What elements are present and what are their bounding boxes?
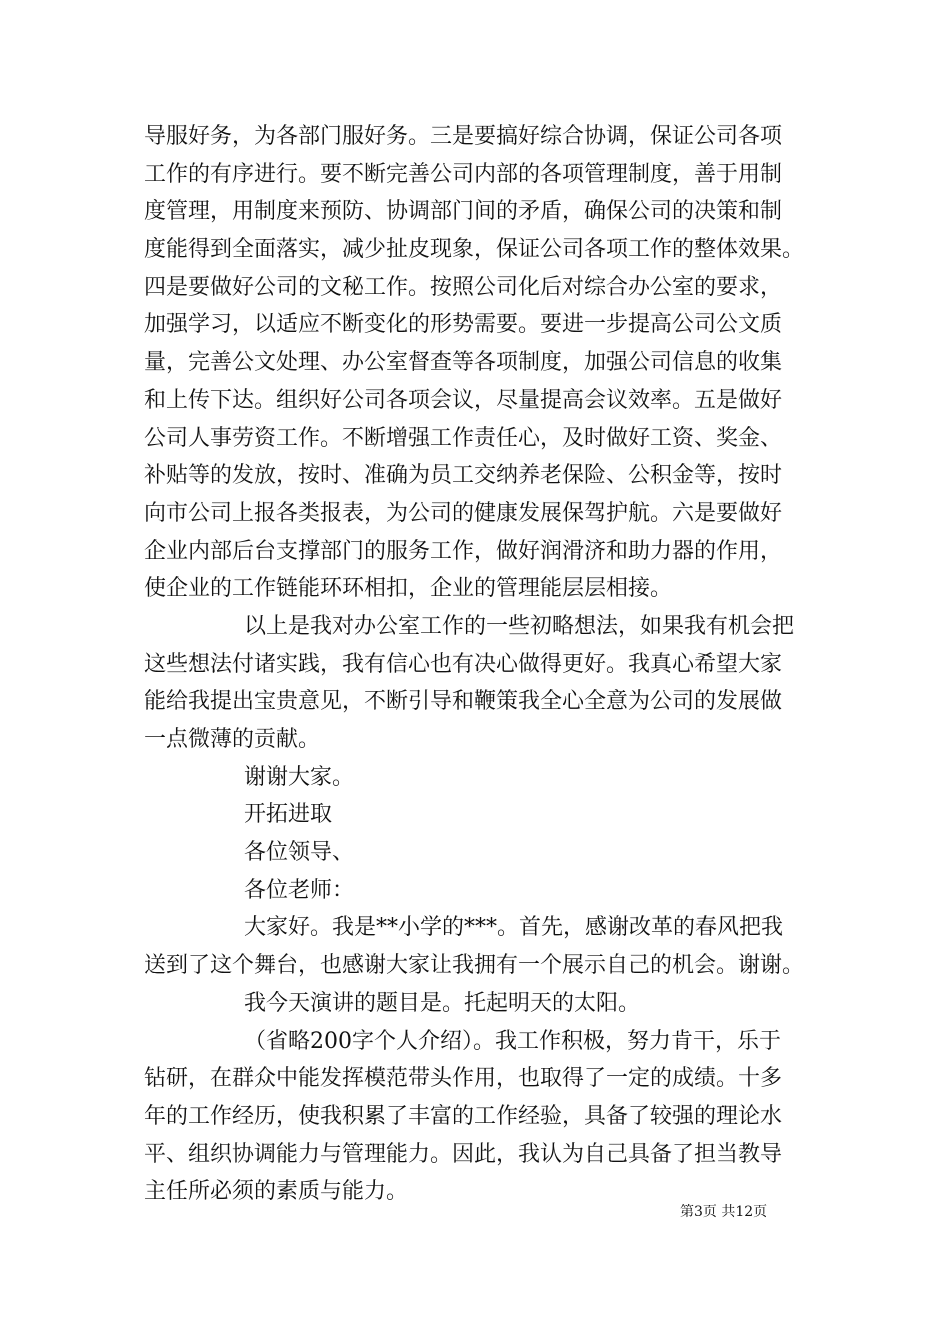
text-line: 度能得到全面落实，减少扯皮现象，保证公司各项工作的整体效果。 <box>144 237 805 263</box>
text-line: 主任所必须的素质与能力。 <box>144 1179 409 1205</box>
text-line: 企业内部后台支撑部门的服务工作，做好润滑济和助力器的作用， <box>144 538 783 564</box>
text-line: 送到了这个舞台，也感谢大家让我拥有一个展示自己的机会。谢谢。 <box>144 953 805 979</box>
text-line: 各位领导、 <box>244 840 355 866</box>
page-number-footer: 第3页 共12页 <box>680 1204 768 1220</box>
text-line: 导服好务，为各部门服好务。三是要搞好综合协调，保证公司各项 <box>144 124 783 149</box>
text-line: 加强学习，以适应不断变化的形势需要。要进一步提高公司公文质 <box>144 312 783 338</box>
text-line: 年的工作经历，使我积累了丰富的工作经验，具备了较强的理论水 <box>144 1103 783 1129</box>
text-line: 平、组织协调能力与管理能力。因此，我认为自己具备了担当教导 <box>144 1141 783 1167</box>
text-line: 一点微薄的贡献。 <box>144 727 321 752</box>
text-line: 以上是我对办公室工作的一些初略想法，如果我有机会把 <box>244 613 795 639</box>
text-line: 这些想法付诸实践，我有信心也有决心做得更好。我真心希望大家 <box>144 651 783 677</box>
text-line: 向市公司上报各类报表，为公司的健康发展保驾护航。六是要做好 <box>144 500 783 526</box>
text-line: 补贴等的发放，按时、准确为员工交纳养老保险、公积金等，按时 <box>144 463 783 489</box>
text-line: 开拓进取 <box>244 802 333 828</box>
text-line: 四是要做好公司的文秘工作。按照公司化后对综合办公室的要求， <box>144 274 783 300</box>
text-line: 公司人事劳资工作。不断增强工作责任心，及时做好工资、奖金、 <box>144 425 783 451</box>
text-line: 工作的有序进行。要不断完善公司内部的各项管理制度，善于用制 <box>144 161 783 187</box>
text-line: 能给我提出宝贵意见，不断引导和鞭策我全心全意为公司的发展做 <box>144 689 783 715</box>
text-line: 度管理，用制度来预防、协调部门间的矛盾，确保公司的决策和制 <box>144 199 783 225</box>
text-line: 大家好。我是**小学的***。首先，感谢改革的春风把我 <box>244 915 784 941</box>
text-line: （省略200字个人介绍）。我工作积极，努力肯干，乐于 <box>244 1028 781 1054</box>
text-line: 谢谢大家。 <box>244 764 355 790</box>
text-line: 使企业的工作链能环环相扣，企业的管理能层层相接。 <box>144 576 673 602</box>
text-line: 各位老师： <box>244 877 355 903</box>
text-line: 我今天演讲的题目是。托起明天的太阳。 <box>244 990 641 1016</box>
text-line: 钻研，在群众中能发挥模范带头作用，也取得了一定的成绩。十多 <box>144 1066 783 1092</box>
text-line: 量，完善公文处理、办公室督查等各项制度，加强公司信息的收集 <box>144 350 783 376</box>
body-text <box>144 118 824 1211</box>
text-line: 和上传下达。组织好公司各项会议，尽量提高会议效率。五是做好 <box>144 387 783 413</box>
